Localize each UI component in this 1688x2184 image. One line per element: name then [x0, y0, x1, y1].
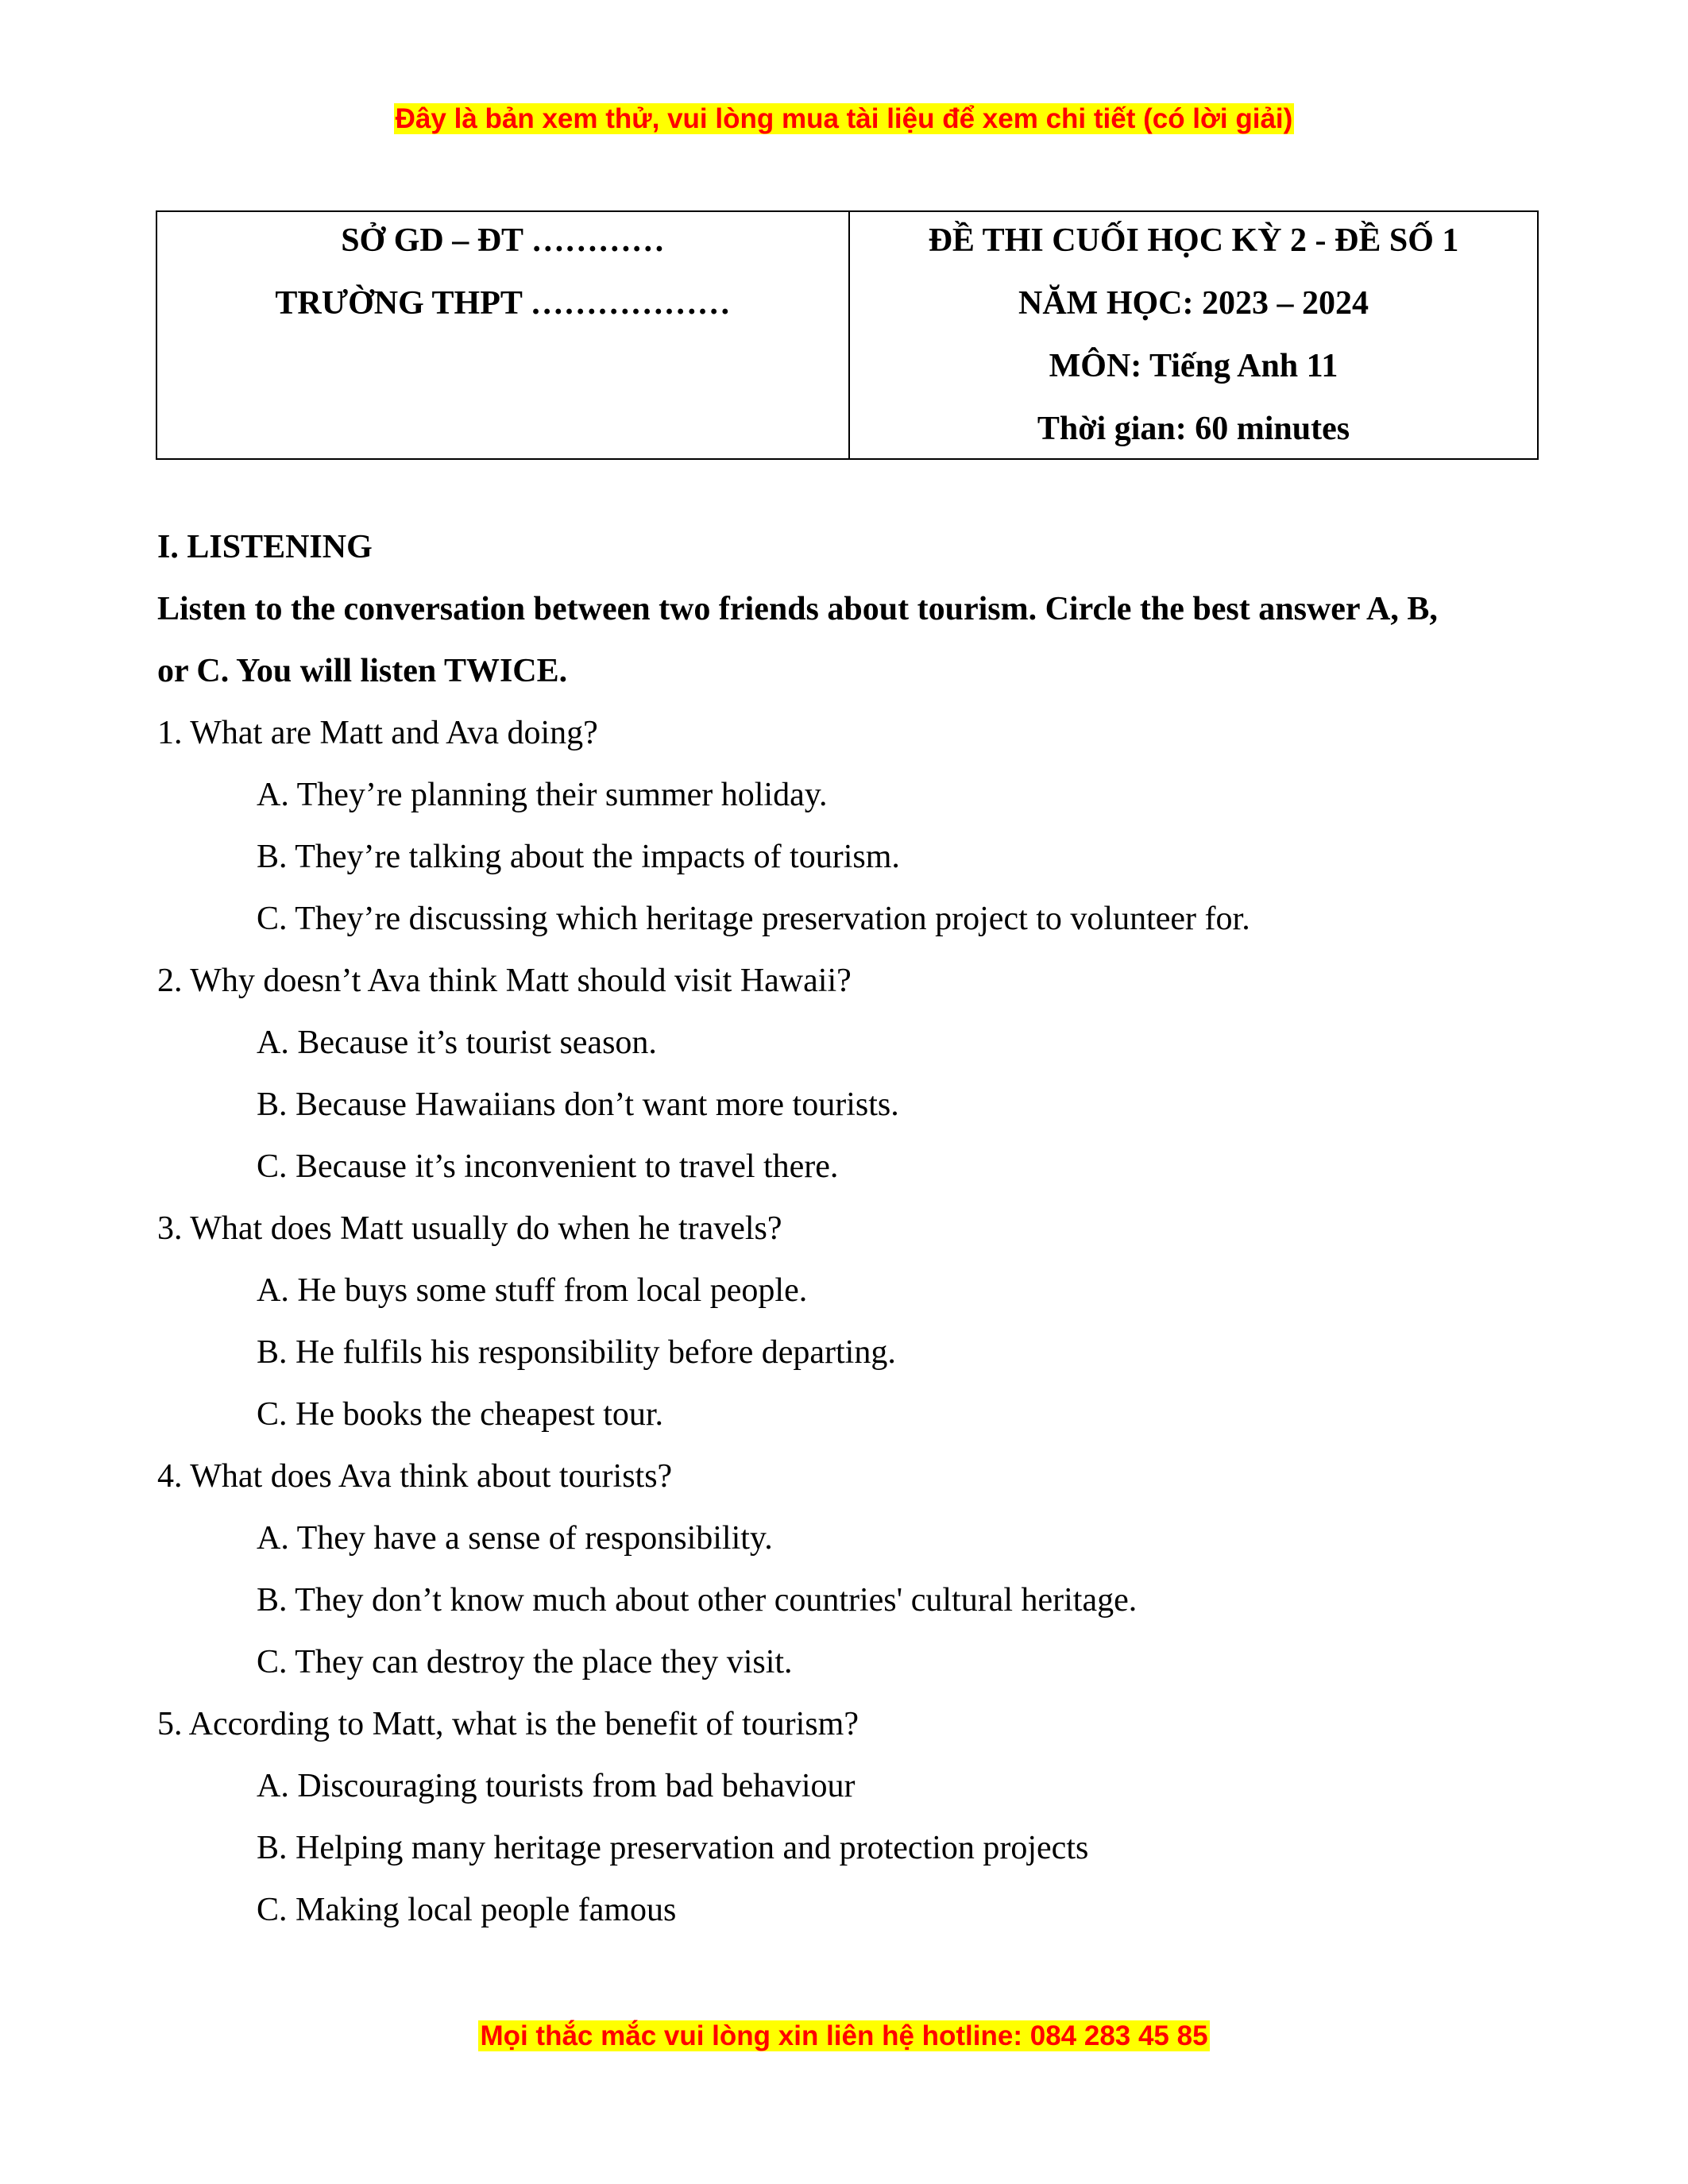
- answer-option-a: A. They have a sense of responsibility.: [257, 1520, 773, 1557]
- question-text: 4. What does Ava think about tourists?: [157, 1458, 673, 1495]
- subject: MÔN: Tiếng Anh 11: [1049, 348, 1338, 384]
- hotline-notice-banner: [0, 2019, 1688, 2054]
- department-line: SỞ GD – ĐT …………: [341, 222, 665, 259]
- preview-notice-banner: [0, 102, 1688, 137]
- answer-option-c: C. Because it’s inconvenient to travel there.: [257, 1148, 839, 1185]
- answer-option-b: B. They don’t know much about other countries' cultural heritage.: [257, 1582, 1138, 1619]
- answer-option-b: B. Helping many heritage preservation and protection projects: [257, 1830, 1089, 1866]
- section-instruction-line-1: Listen to the conversation between two friends about tourism. Circle the best answer A, B,: [157, 591, 1438, 627]
- answer-option-a: A. He buys some stuff from local people.: [257, 1272, 808, 1309]
- exam-title: ĐỀ THI CUỐI HỌC KỲ 2 - ĐỀ SỐ 1: [928, 222, 1459, 259]
- section-title: I. LISTENING: [157, 529, 373, 565]
- answer-option-b: B. They’re talking about the impacts of tourism.: [257, 839, 900, 875]
- school-line: TRƯỜNG THPT ………………: [275, 285, 731, 322]
- question-2: [157, 950, 1539, 1198]
- answer-option-c: C. They can destroy the place they visit.: [257, 1644, 793, 1680]
- question-text: 2. Why doesn’t Ava think Matt should visit Hawaii?: [157, 963, 852, 999]
- question-text: 3. What does Matt usually do when he travels?: [157, 1210, 782, 1247]
- answer-option-a: A. Because it’s tourist season.: [257, 1024, 657, 1061]
- answer-option-b: B. He fulfils his responsibility before departing.: [257, 1334, 896, 1371]
- question-text: 5. According to Matt, what is the benefit of tourism?: [157, 1706, 859, 1742]
- answer-option-c: C. He books the cheapest tour.: [257, 1396, 664, 1433]
- question-3: [157, 1198, 1539, 1445]
- answer-option-a: A. Discouraging tourists from bad behaviour: [257, 1768, 856, 1804]
- preview-notice-text: Đây là bản xem thử, vui lòng mua tài liệu để xem chi tiết (có lời giải): [395, 103, 1293, 134]
- question-5: [157, 1693, 1539, 1941]
- answer-option-b: B. Because Hawaiians don’t want more tourists.: [257, 1086, 899, 1123]
- exam-header-table: [156, 210, 1539, 460]
- answer-option-c: C. Making local people famous: [257, 1892, 677, 1928]
- question-4: [157, 1445, 1539, 1693]
- answer-option-a: A. They’re planning their summer holiday.: [257, 777, 828, 813]
- section-instruction-line-2: or C. You will listen TWICE.: [157, 653, 568, 689]
- header-right-cell: [850, 212, 1537, 458]
- header-left-cell: [157, 212, 850, 458]
- time-limit: Thời gian: 60 minutes: [1037, 411, 1350, 447]
- exam-content: [157, 516, 1539, 1941]
- answer-option-c: C. They’re discussing which heritage preservation project to volunteer for.: [257, 901, 1250, 937]
- school-year: NĂM HỌC: 2023 – 2024: [1018, 285, 1369, 322]
- question-text: 1. What are Matt and Ava doing?: [157, 715, 598, 751]
- question-1: [157, 702, 1539, 950]
- hotline-notice-text: Mọi thắc mắc vui lòng xin liên hệ hotline: 084 283 45 85: [480, 2020, 1208, 2051]
